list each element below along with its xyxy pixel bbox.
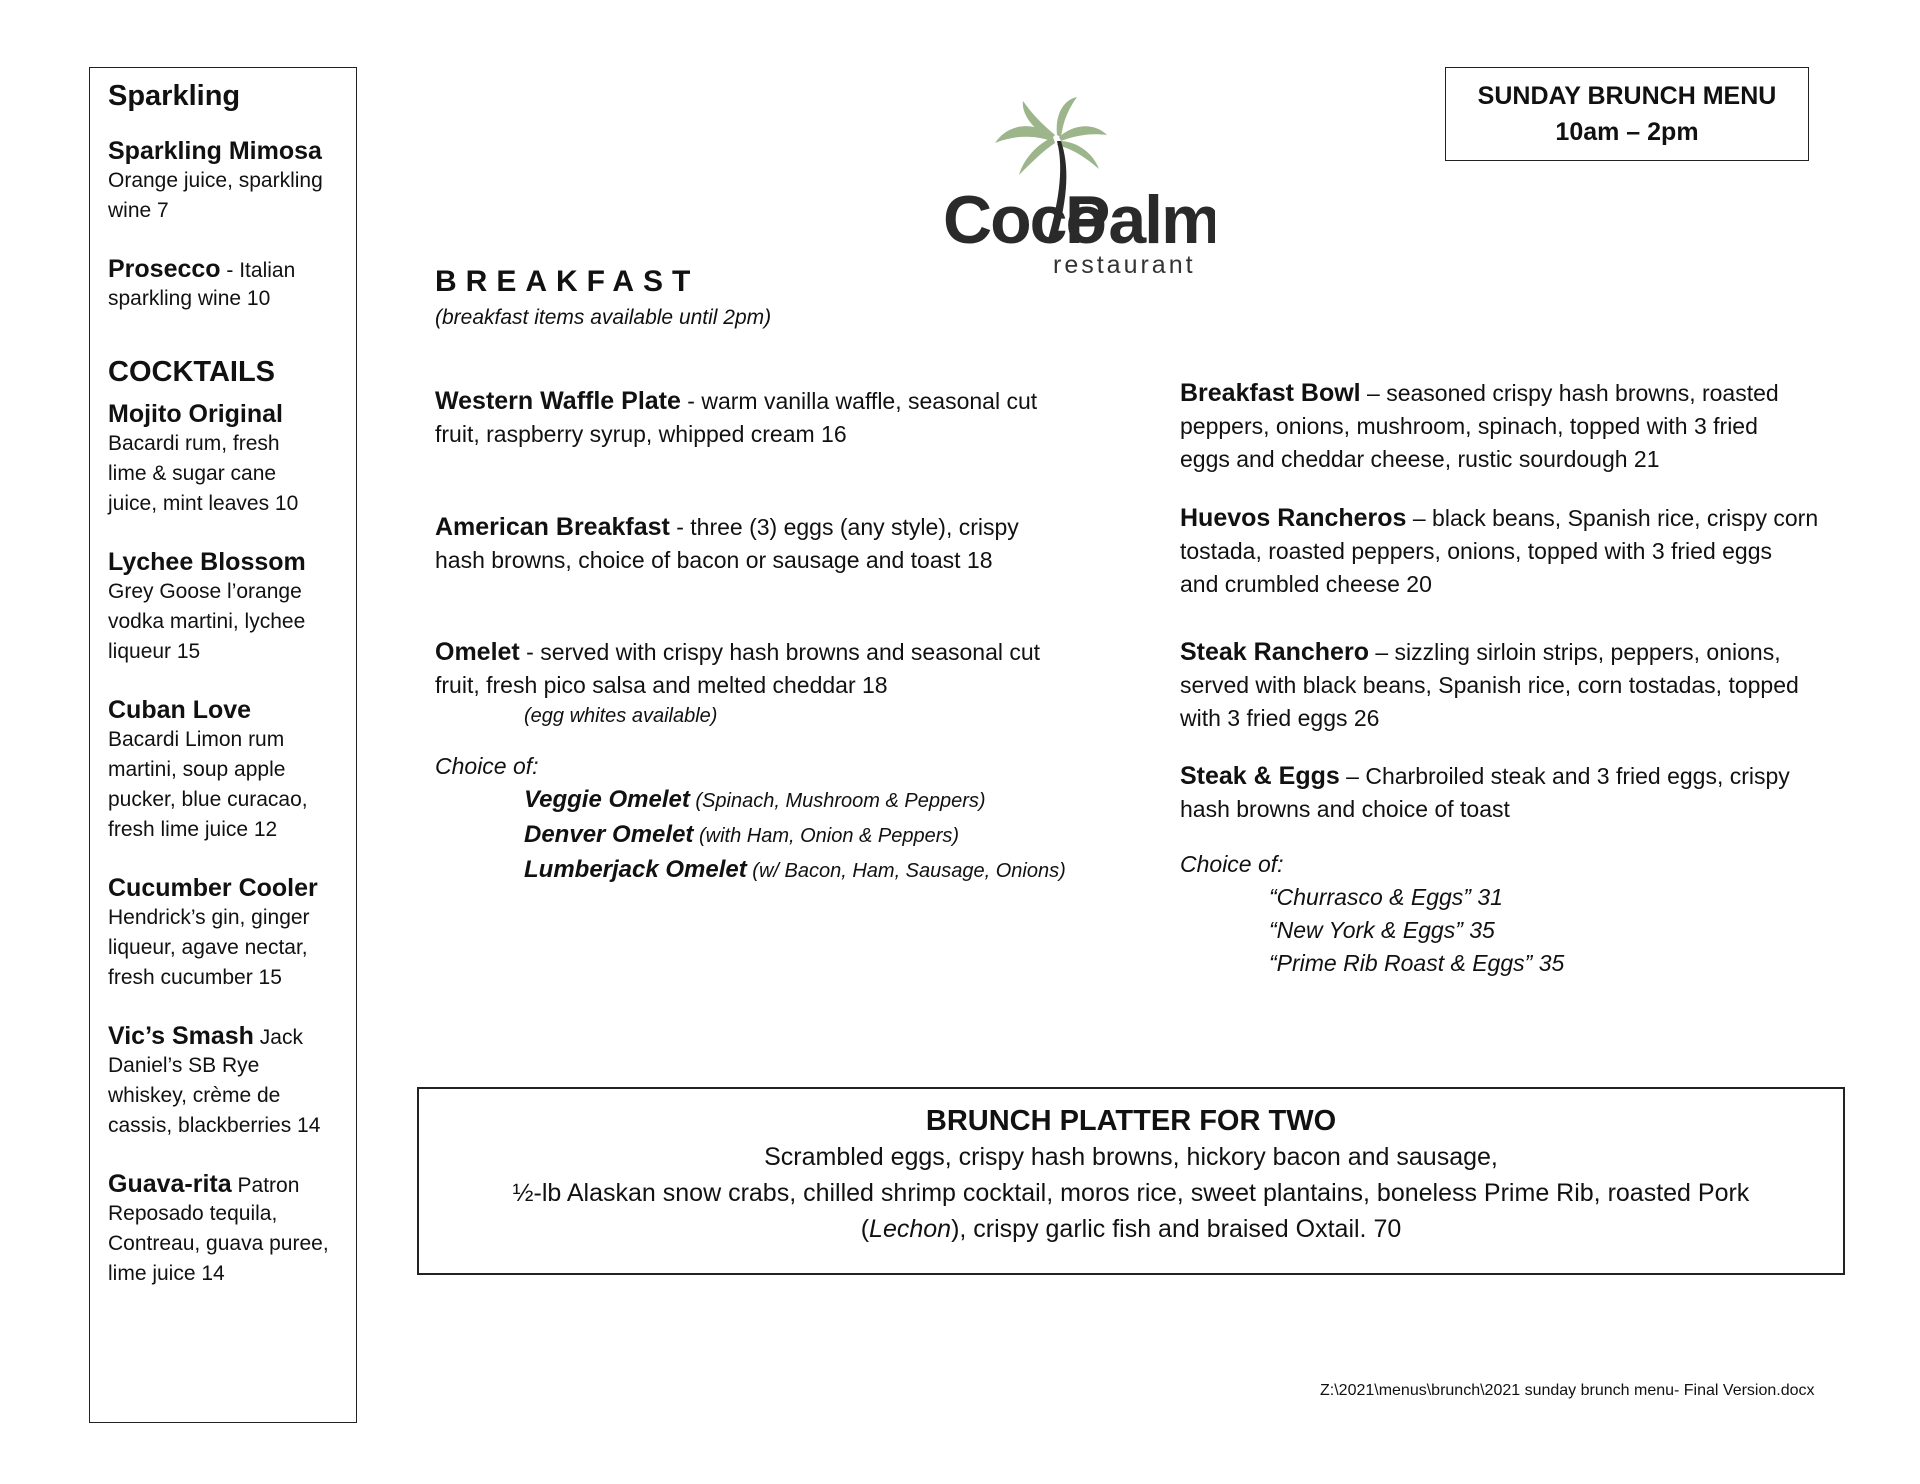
dish-desc: fruit, fresh pico salsa and melted cheddar 18 (435, 672, 888, 698)
drink-desc: Orange juice, sparkling (108, 169, 323, 193)
dish-name: Huevos Rancheros (1180, 504, 1407, 532)
dish-desc: - warm vanilla waffle, seasonal cut (680, 388, 1038, 414)
dish-desc: – sizzling sirloin strips, peppers, onions, (1368, 639, 1781, 665)
cocktails-heading: COCKTAILS (108, 356, 276, 389)
dish-desc: fruit, raspberry syrup, whipped cream 16 (435, 421, 847, 447)
choice-detail: (with Ham, Onion & Peppers) (693, 825, 960, 847)
dish-desc: – Charbroiled steak and 3 fried eggs, crispy (1339, 763, 1790, 789)
dish-desc: served with black beans, Spanish rice, corn tostadas, topped (1180, 672, 1799, 698)
dish-huevos-rancheros (1180, 502, 1860, 601)
drink-item (108, 254, 356, 314)
dish-desc: eggs and cheddar cheese, rustic sourdough 21 (1180, 446, 1660, 472)
dish-desc: tostada, roasted peppers, onions, topped with 3 fried eggs (1180, 538, 1773, 564)
document-file-path: Z:\2021\menus\brunch\2021 sunday brunch menu- Final Version.docx (1320, 1382, 1815, 1399)
brunch-title: SUNDAY BRUNCH MENU (1477, 82, 1777, 110)
logo-word-right: Palm (1065, 182, 1215, 258)
drink-desc: Daniel’s SB Rye (108, 1053, 260, 1077)
platter-desc-italic: Lechon (869, 1215, 952, 1243)
drink-desc: lime juice 14 (108, 1261, 225, 1285)
drink-desc: Bacardi Limon rum (108, 727, 285, 751)
dish-steak-eggs (1180, 760, 1860, 980)
drink-item (108, 695, 356, 845)
drink-item (108, 136, 356, 226)
platter-desc: ½-lb Alaskan snow crabs, chilled shrimp cocktail, moros rice, sweet plantains, boneless Prime Rib, roasted Pork (512, 1179, 1750, 1207)
steak-choice: “Churrasco & Eggs” 31 (1269, 884, 1503, 910)
dish-desc: – seasoned crispy hash browns, roasted (1360, 380, 1779, 406)
choice-name: Lumberjack Omelet (524, 856, 747, 883)
dish-name: Steak Ranchero (1180, 638, 1369, 666)
drink-desc: wine 7 (108, 199, 169, 223)
drink-desc: martini, soup apple (108, 757, 286, 781)
steak-choice: “Prime Rib Roast & Eggs” 35 (1269, 950, 1565, 976)
breakfast-availability-note: (breakfast items available until 2pm) (435, 306, 772, 329)
drink-desc: Reposado tequila, (108, 1201, 278, 1225)
breakfast-heading: BREAKFAST (435, 265, 700, 298)
dish-desc: - three (3) eggs (any style), crispy (669, 514, 1019, 540)
omelet-note: (egg whites available) (524, 705, 718, 727)
drink-name: Guava-rita (108, 1169, 232, 1198)
platter-desc-part: ( (860, 1215, 870, 1243)
logo-subtitle: restaurant (1053, 251, 1196, 279)
dish-breakfast-bowl (1180, 377, 1860, 476)
dish-desc: hash browns, choice of bacon or sausage and toast 18 (435, 547, 993, 573)
brunch-hours: 10am – 2pm (1555, 118, 1699, 146)
choice-name: Denver Omelet (524, 821, 694, 848)
logo-word-left: Coco (943, 182, 1105, 258)
drink-desc: fresh cucumber 15 (108, 965, 282, 989)
dish-desc: - served with crispy hash browns and seasonal cut (519, 639, 1041, 665)
drink-desc-inline: Jack (253, 1025, 303, 1049)
choice-detail: (w/ Bacon, Ham, Sausage, Onions) (746, 860, 1066, 882)
drink-name: Prosecco (108, 255, 221, 284)
dish-name: Omelet (435, 638, 520, 666)
drink-desc-inline: - Italian (220, 259, 296, 283)
dish-steak-ranchero (1180, 636, 1870, 735)
choice-label: Choice of: (1180, 851, 1284, 877)
omelet-choice (524, 818, 1135, 853)
drink-name: Lychee Blossom (108, 547, 306, 576)
choice-detail: (Spinach, Mushroom & Peppers) (689, 790, 986, 812)
drink-desc: Contreau, guava puree, (108, 1231, 329, 1255)
drink-desc: Grey Goose l’orange (108, 579, 302, 603)
drink-name: Cucumber Cooler (108, 873, 318, 902)
drink-name: Mojito Original (108, 399, 283, 428)
drink-desc-inline: Patron (231, 1173, 300, 1197)
palm-tree-icon (935, 95, 1215, 285)
dish-desc: hash browns and choice of toast (1180, 796, 1510, 822)
dish-american-breakfast (435, 511, 1115, 577)
drink-item (108, 873, 356, 993)
dish-desc: and crumbled cheese 20 (1180, 571, 1432, 597)
drink-desc: vodka martini, lychee (108, 609, 306, 633)
brunch-hours-box (1445, 67, 1809, 161)
omelet-choice (524, 783, 1135, 818)
dish-name: American Breakfast (435, 513, 670, 541)
platter-title: BRUNCH PLATTER FOR TWO (925, 1105, 1337, 1137)
sparkling-heading: Sparkling (108, 80, 241, 112)
dish-omelet (435, 636, 1135, 888)
platter-desc (419, 1211, 1843, 1247)
restaurant-logo (935, 95, 1215, 285)
choice-name: Veggie Omelet (524, 786, 690, 813)
drink-name: Cuban Love (108, 695, 252, 724)
dish-desc: – black beans, Spanish rice, crispy corn (1406, 505, 1819, 531)
drink-name: Vic’s Smash (108, 1021, 254, 1050)
omelet-choice (524, 853, 1135, 888)
drink-desc: lime & sugar cane (108, 461, 277, 485)
dish-name: Steak & Eggs (1180, 762, 1340, 790)
drink-desc: liqueur, agave nectar, (108, 935, 308, 959)
drink-desc: fresh lime juice 12 (108, 817, 278, 841)
drink-desc: whiskey, crème de (108, 1083, 281, 1107)
drink-desc: sparkling wine 10 (108, 287, 271, 311)
steak-choice: “New York & Eggs” 35 (1269, 917, 1495, 943)
drink-item (108, 1169, 356, 1289)
dish-name: Western Waffle Plate (435, 387, 681, 415)
drink-desc: liqueur 15 (108, 639, 201, 663)
drink-desc: Hendrick’s gin, ginger (108, 905, 310, 929)
drink-desc: juice, mint leaves 10 (108, 491, 299, 515)
platter-desc: Scrambled eggs, crispy hash browns, hickory bacon and sausage, (764, 1143, 1498, 1171)
drink-desc: pucker, blue curacao, (108, 787, 308, 811)
dish-name: Breakfast Bowl (1180, 379, 1361, 407)
choice-label: Choice of: (435, 753, 539, 779)
drink-desc: cassis, blackberries 14 (108, 1113, 321, 1137)
drinks-sidebar (89, 67, 357, 1423)
dish-desc: peppers, onions, mushroom, spinach, topped with 3 fried (1180, 413, 1758, 439)
drink-name: Sparkling Mimosa (108, 137, 322, 166)
dish-desc: with 3 fried eggs 26 (1180, 705, 1380, 731)
platter-desc-part: ), crispy garlic fish and braised Oxtail. 70 (951, 1215, 1402, 1243)
dish-western-waffle (435, 385, 1115, 451)
drink-item (108, 1021, 356, 1141)
drink-desc: Bacardi rum, fresh (108, 431, 280, 455)
drink-item (108, 399, 356, 519)
drink-item (108, 547, 356, 667)
brunch-platter-box (417, 1087, 1845, 1275)
